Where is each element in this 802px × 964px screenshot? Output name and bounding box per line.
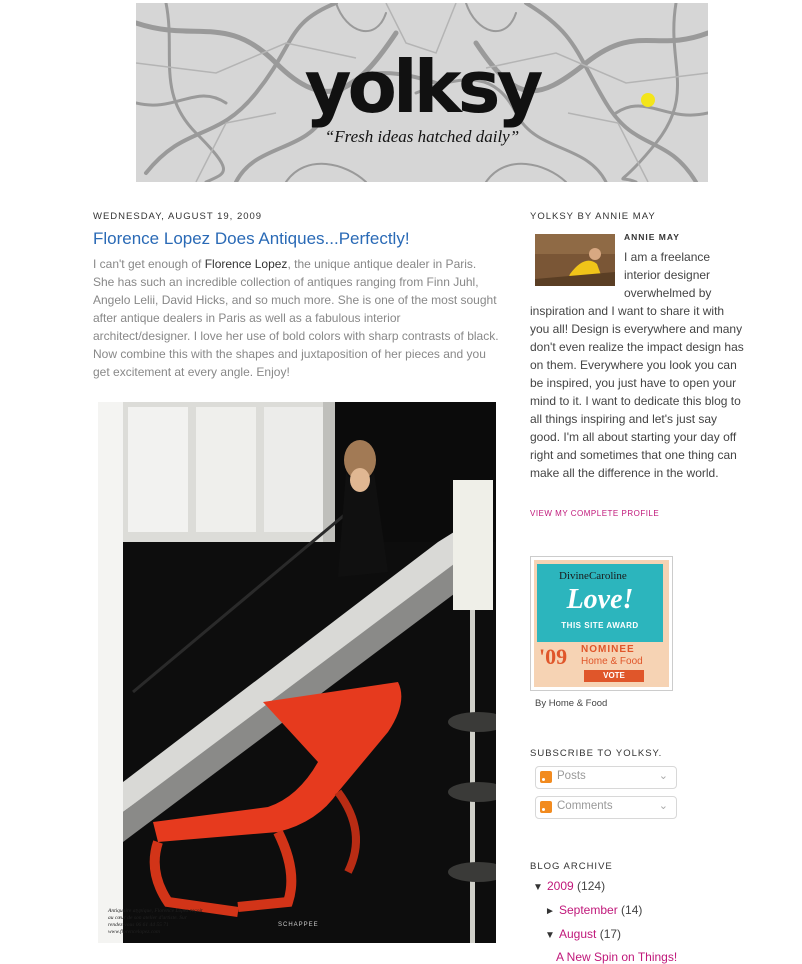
- post-body-rest: , the unique antique dealer in Paris. She has such an incredible collection of antiques ranging from Finn Juhl, Angelo Lelii, David Hicks, and so much more. She is one of the most sought after antique dealers in Paris as well as a fabulous interior architect/designer. I love her use of bold colors with sharp contrasts of black. Now combine this with the shapes and juxtaposition of her pieces and you get excitement at every angle. Enjoy!: [93, 257, 499, 379]
- collapse-toggle-icon[interactable]: ▼: [545, 930, 555, 941]
- photo-credit: SCHAPPEE: [278, 922, 319, 928]
- post-body-highlight: Florence Lopez: [204, 257, 288, 271]
- chevron-down-icon: ⌄: [658, 770, 668, 782]
- subscribe-comments-label: Comments: [557, 800, 613, 812]
- rss-feed-icon: [540, 801, 552, 813]
- profile-bio-text: I am a freelance interior designer overwhelmed by inspiration and I want to share it with you all! Design is everywhere and many don't even realize the impact design has on them. Everywhere you look you can be inspired, you just have to open your mind to it. I want to dedicate this blog to all things inspiring and let's just say good. I'm all about starting your day off right and sometimes that one thing can make all the difference in the world.: [530, 250, 744, 480]
- view-profile-link[interactable]: VIEW MY COMPLETE PROFILE: [530, 509, 660, 518]
- archive-month-link[interactable]: August: [559, 927, 597, 941]
- profile-bio: [530, 248, 745, 482]
- blog-header-banner[interactable]: [136, 3, 708, 182]
- archive-month-september: [545, 903, 642, 917]
- profile-bio-spacer: [530, 248, 624, 302]
- award-site-text: THIS SITE AWARD: [561, 621, 639, 630]
- chevron-down-icon: ⌄: [658, 800, 668, 812]
- profile-heading: YOLKSY BY ANNIE MAY: [530, 211, 656, 222]
- award-nominee: NOMINEE: [581, 644, 635, 655]
- award-badge-image: [534, 560, 669, 687]
- archive-month-count: (17): [599, 927, 622, 941]
- rss-feed-icon: [540, 771, 552, 783]
- archive-month-count: (14): [621, 903, 643, 917]
- collapse-toggle-icon[interactable]: ▼: [533, 882, 543, 893]
- logo-yolk-dot: [641, 93, 655, 107]
- subscribe-comments-dropdown[interactable]: [535, 796, 677, 819]
- blog-logo[interactable]: yolksy: [304, 45, 540, 129]
- archive-month-link[interactable]: September: [559, 903, 618, 917]
- subscribe-heading: SUBSCRIBE TO YOLKSY.: [530, 748, 663, 759]
- post-body-intro: I can't get enough of: [93, 257, 205, 271]
- award-love-text: Love!: [566, 584, 634, 615]
- archive-heading: BLOG ARCHIVE: [530, 861, 613, 872]
- award-badge-header: [537, 564, 663, 642]
- post-body: [93, 255, 499, 381]
- award-caption: By Home & Food: [535, 698, 608, 709]
- archive-year-link[interactable]: 2009: [547, 879, 574, 893]
- award-vote-button[interactable]: VOTE: [584, 670, 644, 682]
- archive-post-link[interactable]: A New Spin on Things!: [556, 950, 678, 964]
- post-photo[interactable]: [98, 402, 496, 943]
- interior-photo-illustration: [98, 402, 496, 943]
- archive-year-2009: [533, 879, 605, 893]
- profile-name: ANNIE MAY: [624, 232, 680, 242]
- subscribe-posts-label: Posts: [557, 770, 586, 782]
- blog-tagline: “Fresh ideas hatched daily”: [324, 127, 520, 146]
- photo-caption: Antiquaire atypique, Florence Lopez reçoit au cœur de son atelier d'artiste. Sur rendez-vous 06 61 44 55 71 www.florencelopez.com: [108, 908, 203, 935]
- subscribe-posts-dropdown[interactable]: [535, 766, 677, 789]
- archive-year-count: (124): [577, 879, 606, 893]
- post-title-link[interactable]: Florence Lopez Does Antiques...Perfectly!: [93, 229, 410, 248]
- award-category: Home & Food: [581, 656, 643, 667]
- post-date: WEDNESDAY, AUGUST 19, 2009: [93, 211, 263, 222]
- award-year: '09: [539, 644, 568, 669]
- award-badge[interactable]: [530, 556, 673, 691]
- expand-toggle-icon[interactable]: ►: [545, 906, 555, 917]
- archive-month-august: [545, 927, 621, 941]
- award-brand: DivineCaroline: [559, 570, 627, 582]
